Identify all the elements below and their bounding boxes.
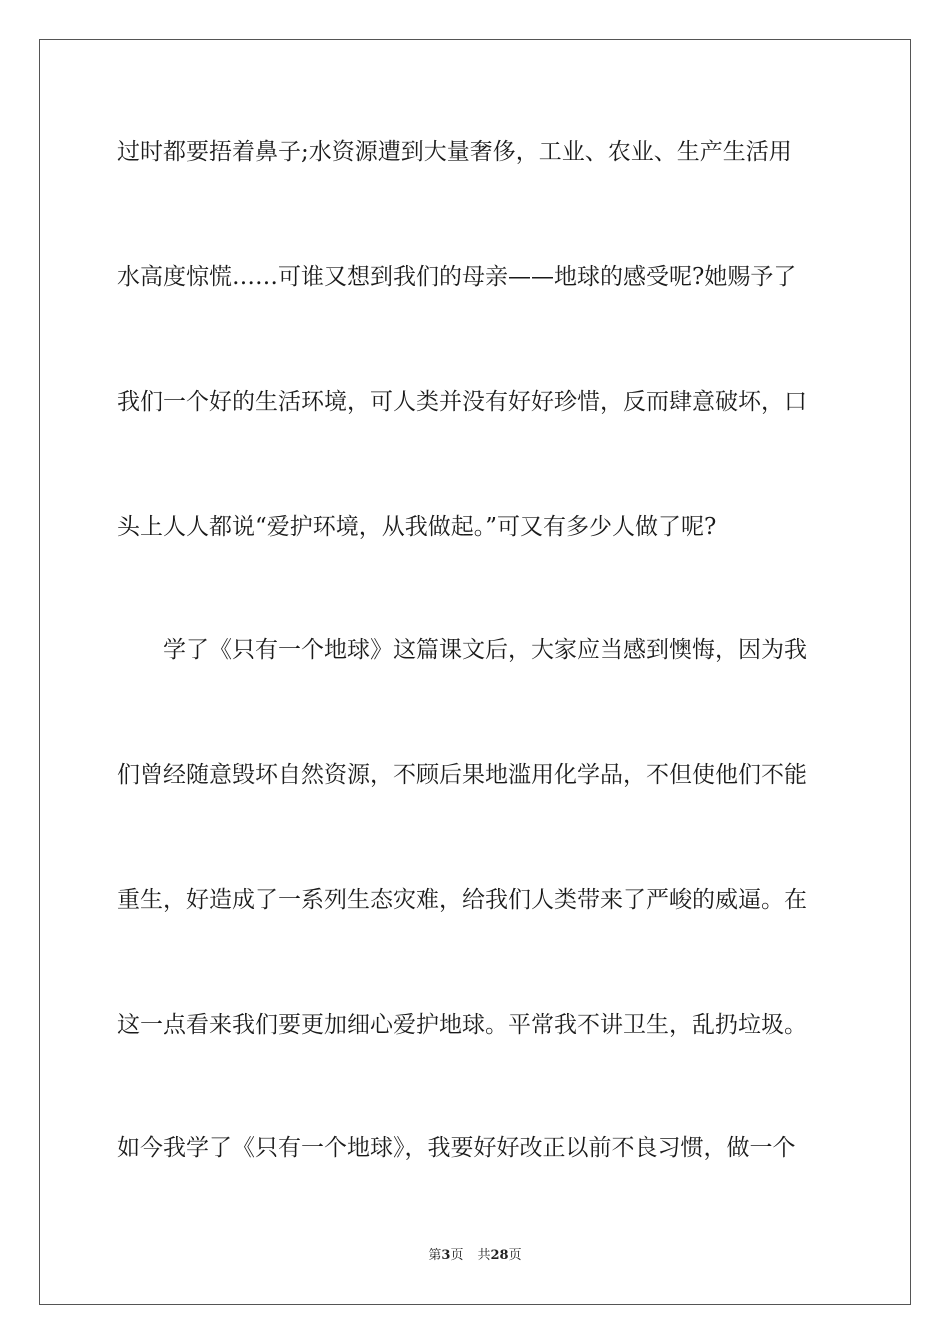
footer-page-number: 3 <box>441 1248 451 1263</box>
body-line-9: 如今我学了《只有一个地球》，我要好好改正以前不良习惯，做一个 <box>117 1135 796 1161</box>
body-line-4: 头上人人都说“爱护环境，从我做起。”可又有多少人做了呢? <box>117 514 717 540</box>
body-line-6: 们曾经随意毁坏自然资源，不顾后果地滥用化学品，不但使他们不能 <box>117 762 807 788</box>
footer-total-suffix: 页 <box>508 1248 522 1263</box>
footer-page-prefix: 第 <box>428 1248 442 1263</box>
footer-page-suffix: 页 <box>450 1248 464 1263</box>
footer-total-number: 28 <box>490 1248 509 1263</box>
page-border <box>39 39 911 1305</box>
body-line-2: 水高度惊慌……可谁又想到我们的母亲——地球的感受呢?她赐予了 <box>117 264 797 290</box>
body-line-1: 过时都要捂着鼻子;水资源遭到大量奢侈，工业、农业、生产生活用 <box>117 139 792 165</box>
footer-total-prefix: 共 <box>477 1248 491 1263</box>
body-line-7: 重生，好造成了一系列生态灾难，给我们人类带来了严峻的威逼。在 <box>117 887 807 913</box>
page-footer <box>0 1247 950 1265</box>
body-line-3: 我们一个好的生活环境，可人类并没有好好珍惜，反而肆意破坏，口 <box>117 389 807 415</box>
body-line-5: 学了《只有一个地球》这篇课文后，大家应当感到懊悔，因为我 <box>117 637 807 663</box>
body-line-8: 这一点看来我们要更加细心爱护地球。平常我不讲卫生，乱扔垃圾。 <box>117 1012 807 1038</box>
